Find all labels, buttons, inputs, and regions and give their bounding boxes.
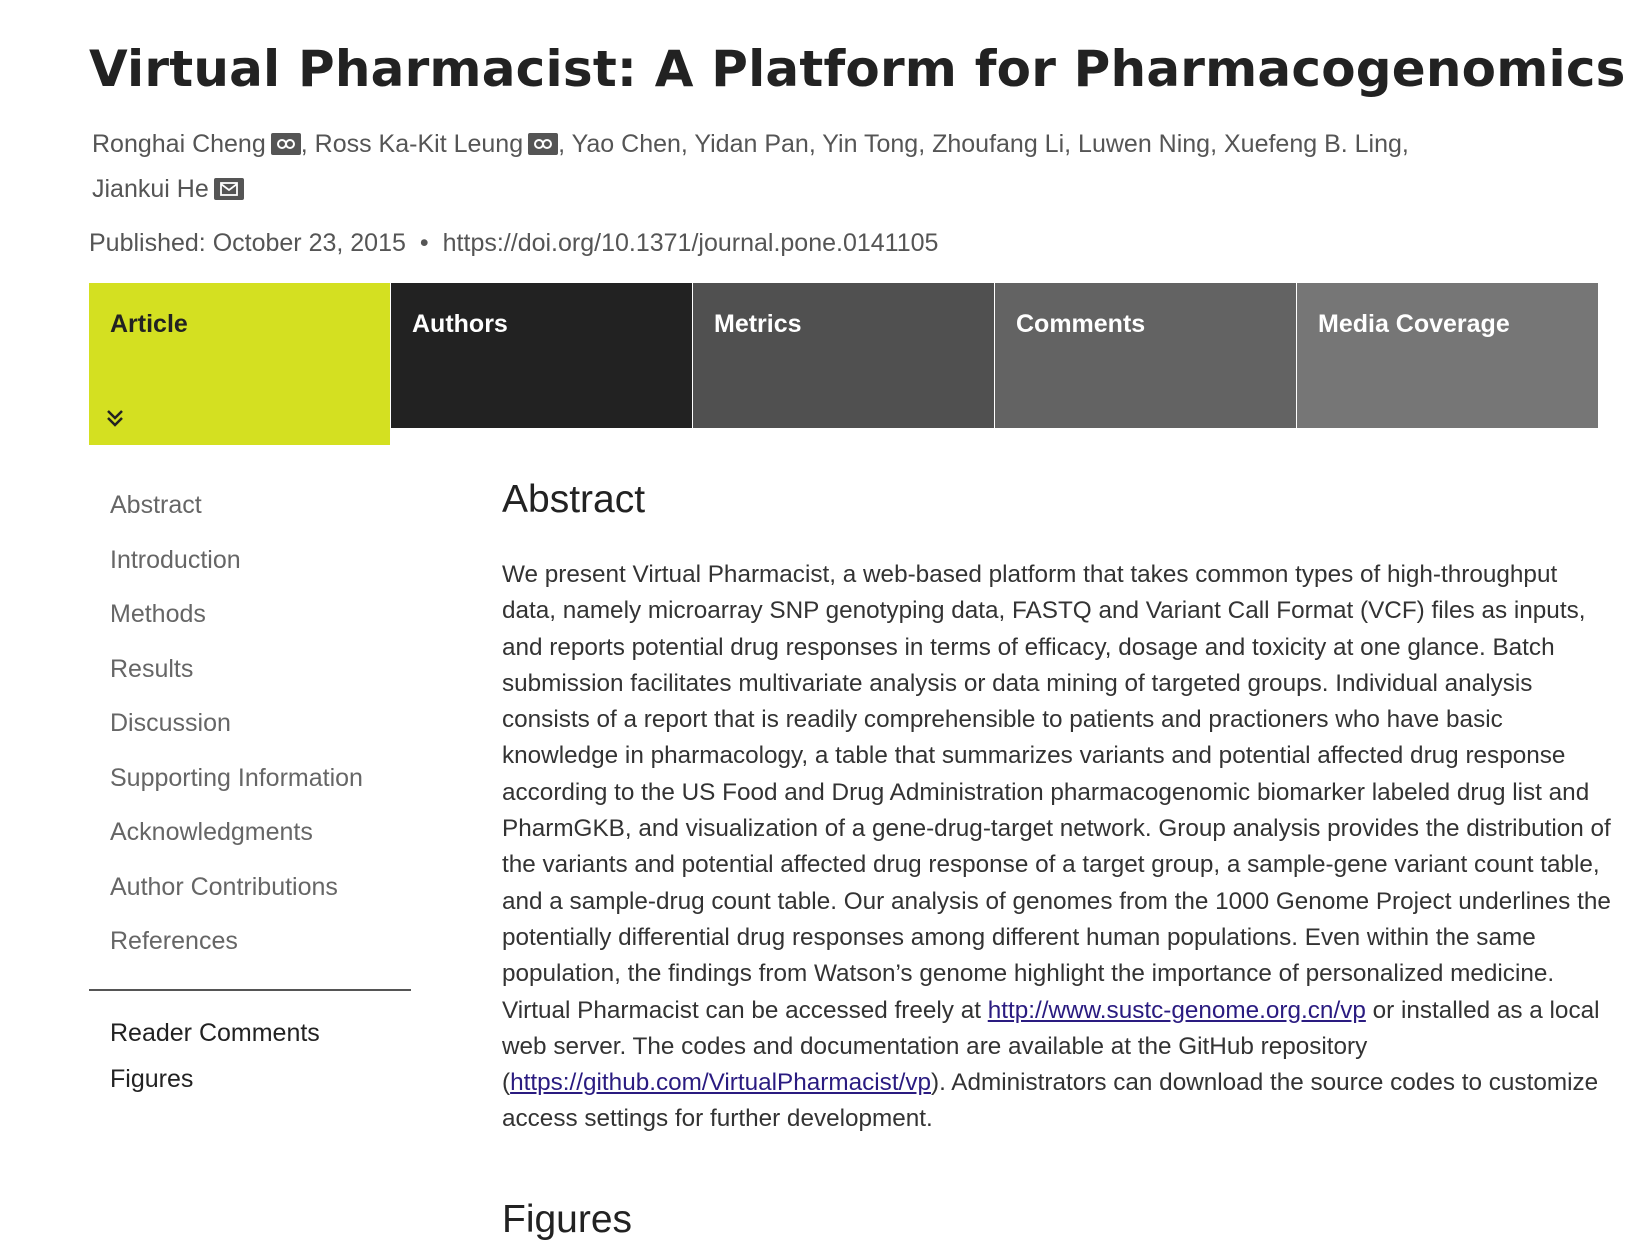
author-link[interactable]: Yin Tong: [822, 130, 919, 158]
abstract-heading: Abstract: [502, 478, 646, 521]
doi-link[interactable]: https://doi.org/10.1371/journal.pone.0141105: [442, 229, 939, 257]
author-link[interactable]: Zhoufang Li: [932, 130, 1065, 158]
extra-nav: [110, 1014, 320, 1106]
article-tabs: [89, 283, 1601, 445]
orcid-icon[interactable]: [528, 133, 558, 155]
author-list: Ronghai Cheng , Ross Ka-Kit Leung , Yao Chen, Yidan Pan, Yin Tong, Zhoufang Li, Luwen Ning, Xuefeng B. Ling, Jiankui He: [92, 130, 1409, 203]
author-link[interactable]: Yao Chen: [571, 130, 681, 158]
tab-media-coverage[interactable]: Media Coverage: [1297, 283, 1598, 428]
author-link[interactable]: Jiankui He: [92, 175, 244, 203]
tab-comments[interactable]: Comments: [995, 283, 1296, 428]
nav-abstract[interactable]: Abstract: [110, 491, 202, 519]
github-link[interactable]: https://github.com/VirtualPharmacist/vp: [510, 1069, 931, 1097]
nav-introduction[interactable]: Introduction: [110, 545, 241, 574]
nav-references[interactable]: References: [110, 927, 238, 955]
published-date: Published: October 23, 2015: [89, 229, 406, 257]
nav-figures[interactable]: Figures: [110, 1065, 194, 1093]
abstract-text: We present Virtual Pharmacist, a web-based platform that takes common types of high-throughput data, namely microarray SNP genotyping data, FASTQ and Variant Call Format (VCF) files as inputs, and reports potential drug responses in terms of efficacy, dosage and toxicity at one glance. Batch submission facilitates multivariate analysis or data mining of targeted groups. Individual analysis consists of a report that is readily comprehensible to patients and practioners who have basic knowledge in pharmacology, a table that summarizes variants and potential affected drug response according to the US Food and Drug Administration pharmacogenomic biomarker labeled drug list and PharmGKB, and visualization of a gene-drug-target network. Group analysis provides the distribution of the variants and potential affected drug response of a target group, a sample-gene variant count table, and a sample-drug count table. Our analysis of genomes from the 1000 Genome Project underlines the potentially differential drug responses among different human populations. Even within the same population, the findings from Watson’s genome highlight the importance of personalized medicine. Virtual Pharmacist can be accessed freely at http://www.sustc-genome.org.cn/vp or installed as a local web server. The codes and documentation are available at the GitHub repository (https://github.com/VirtualPharmacist/vp). Administrators can download the source codes to customize access settings for further development.: [502, 561, 1611, 1133]
web-server-link[interactable]: http://www.sustc-genome.org.cn/vp: [987, 996, 1366, 1024]
author-link[interactable]: Yidan Pan: [694, 130, 809, 158]
envelope-icon[interactable]: [214, 178, 244, 200]
tab-authors[interactable]: Authors: [391, 283, 692, 428]
nav-author-contributions[interactable]: Author Contributions: [110, 872, 338, 901]
article-title: Virtual Pharmacist: A Platform for Pharmacogenomics: [89, 40, 1626, 98]
author-link[interactable]: Ross Ka-Kit Leung: [315, 130, 558, 158]
nav-discussion[interactable]: Discussion: [110, 709, 231, 737]
nav-methods[interactable]: Methods: [110, 600, 206, 628]
separator-dot: •: [419, 229, 429, 257]
section-nav: [110, 485, 363, 976]
nav-results[interactable]: Results: [110, 654, 194, 683]
author-link[interactable]: Ronghai Cheng: [92, 130, 301, 158]
chevron-down-icon: [104, 407, 126, 429]
sidebar-divider: [89, 989, 411, 991]
author-link[interactable]: Xuefeng B. Ling: [1223, 130, 1402, 158]
orcid-icon[interactable]: [271, 133, 301, 155]
publication-info: [89, 229, 938, 258]
nav-acknowledgments[interactable]: Acknowledgments: [110, 818, 313, 846]
figures-heading: Figures: [502, 1198, 633, 1241]
nav-reader-comments[interactable]: Reader Comments: [110, 1019, 320, 1047]
author-link[interactable]: Luwen Ning: [1078, 130, 1211, 158]
tab-metrics[interactable]: Metrics: [693, 283, 994, 428]
nav-supporting-information[interactable]: Supporting Information: [110, 763, 363, 792]
tab-article[interactable]: Article: [89, 283, 390, 445]
